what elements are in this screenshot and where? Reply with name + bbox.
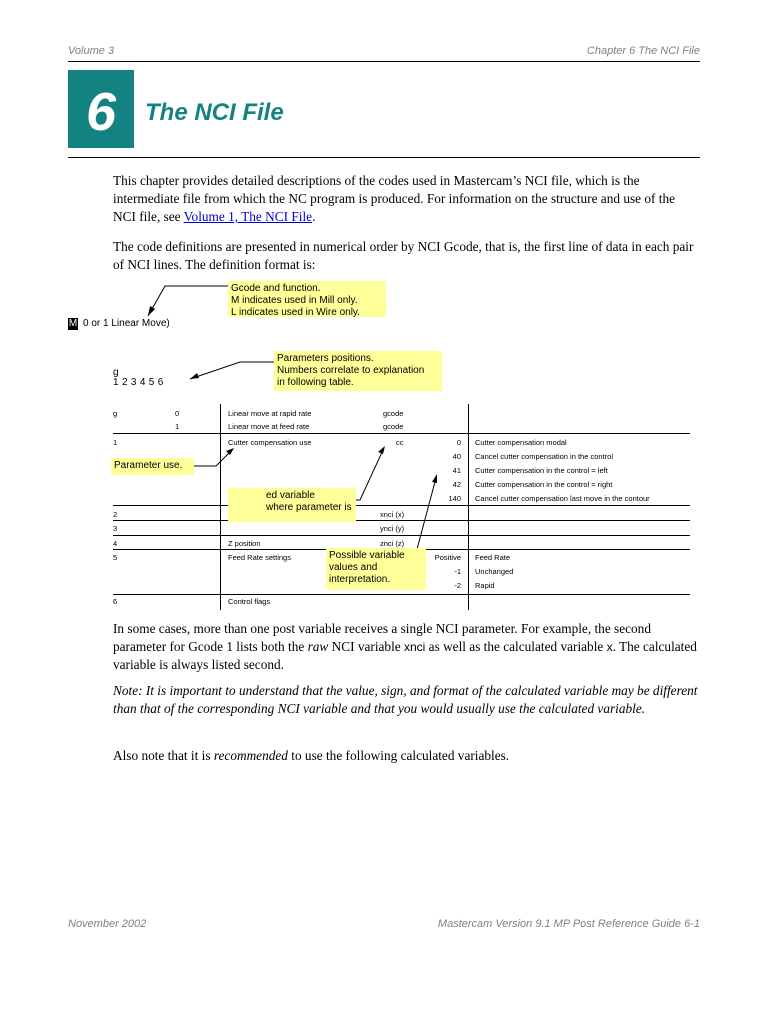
parameter-positions: 1 2 3 4 5 6 [113, 377, 164, 388]
row0-sub-0: 0 [175, 409, 180, 418]
table-divider-2 [468, 404, 469, 610]
linear-move-label: 0 or 1 Linear Move) [83, 318, 170, 329]
table-rule-3 [113, 520, 690, 521]
row2-num: 2 [113, 510, 118, 519]
row1-val-4: 140 [448, 494, 461, 503]
g-label: g [113, 367, 119, 378]
row0-sub-1: 1 [175, 422, 180, 431]
row1-meaning-3: Cutter compensation in the control = right [475, 480, 613, 489]
row1-desc: Cutter compensation use [228, 438, 312, 447]
row6-num: 6 [113, 597, 118, 606]
callout-parameters: Parameters positions. Numbers correlate to explanation in following table. [274, 351, 442, 391]
chapter-number: 6 [85, 82, 117, 142]
post-variable-paragraph: In some cases, more than one post variable receives a single NCI parameter. For example, the second parameter for Gcode 1 lists both the raw NCI variable xnci as well as the calculated variable x. The calculated variable is always listed second. [113, 621, 697, 672]
row1-val-3: 42 [452, 480, 461, 489]
table-rule-2 [113, 505, 690, 506]
row1-num: 1 [113, 438, 118, 447]
row0-num: g [113, 409, 118, 418]
table-rule-1 [113, 433, 690, 434]
header-chapter: Chapter 6 The NCI File [586, 45, 700, 57]
footer-guide: Mastercam Version 9.1 MP Post Reference Guide 6-1 [437, 918, 700, 930]
volume1-nci-link[interactable]: Volume 1, The NCI File [183, 209, 313, 224]
row4-var: znci (z) [380, 539, 405, 548]
row0-var-0: gcode [383, 409, 404, 418]
row1-meaning-2: Cutter compensation in the control = left [475, 466, 608, 475]
row5-val-1: -1 [454, 567, 461, 576]
row5-val-2: -2 [454, 581, 461, 590]
row3-var: ynci (y) [380, 524, 405, 533]
row1-val-2: 41 [452, 466, 461, 475]
row1-var: cc [396, 438, 404, 447]
row2-var: xnci (x) [380, 510, 405, 519]
table-divider-1 [220, 404, 221, 610]
row5-meaning-2: Rapid [475, 581, 495, 590]
row5-val-0: Positive [434, 553, 461, 562]
callout-post-variable: ed variable where parameter is [228, 488, 356, 522]
row0-desc-1: Linear move at feed rate [228, 422, 310, 431]
row0-desc-0: Linear move at rapid rate [228, 409, 312, 418]
row6-desc: Control flags [228, 597, 271, 606]
intro-paragraph: This chapter provides detailed descriptions of the codes used in Mastercam’s NCI file, which is the intermediate file from which the NC program is produced. For information on the structure and use of the NCI file, see Volume 1, The NCI File. [113, 173, 676, 224]
row4-num: 4 [113, 539, 118, 548]
row3-num: 3 [113, 524, 118, 533]
format-paragraph: The code definitions are presented in numerical order by NCI Gcode, that is, the first line of data in each pair of NCI lines. The definition format is: [113, 239, 694, 272]
chapter-title: The NCI File [145, 99, 284, 126]
row1-meaning-4: Cancel cutter compensation last move in the contour [475, 494, 650, 503]
row5-meaning-0: Feed Rate [475, 553, 511, 562]
row1-meaning-1: Cancel cutter compensation in the control [475, 452, 613, 461]
callout-parameter-use: Parameter use. [111, 458, 194, 475]
mill-badge: M [68, 318, 78, 329]
header-volume: Volume 3 [68, 45, 115, 57]
callout-possible-values: Possible variable values and interpretation. [326, 548, 426, 590]
note-paragraph: Note: It is important to understand that the value, sign, and format of the calculated variable may be different than that of the corresponding NCI variable and that you would usually use the calculated variable. [113, 683, 698, 716]
row5-num: 5 [113, 553, 118, 562]
footer-date: November 2002 [68, 918, 147, 930]
row1-val-1: 40 [452, 452, 461, 461]
recommended-paragraph: Also note that it is recommended to use the following calculated variables. [113, 748, 510, 763]
row0-var-1: gcode [383, 422, 404, 431]
row5-meaning-1: Unchanged [475, 567, 514, 576]
table-rule-4 [113, 535, 690, 536]
row4-desc: Z position [228, 539, 261, 548]
callout-gcode: Gcode and function. M indicates used in Mill only. L indicates used in Wire only. [228, 281, 386, 317]
row1-meaning-0: Cutter compensation modal [475, 438, 567, 447]
row1-val-0: 0 [456, 438, 461, 447]
table-rule-6 [113, 594, 690, 595]
row5-desc: Feed Rate settings [228, 553, 291, 562]
